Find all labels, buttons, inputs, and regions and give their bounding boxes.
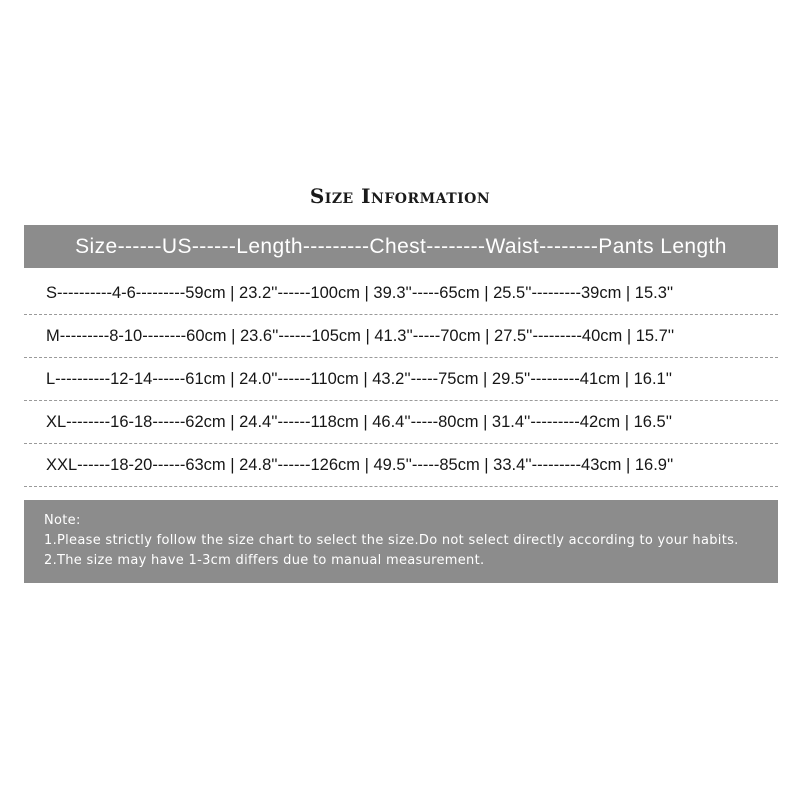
size-table-header [24,225,778,268]
size-row-xxl: XXL------18-20------63cm | 24.8''------126cm | 49.5''-----85cm | 33.4''---------43cm | 16.9'' [46,455,674,474]
note-box [24,500,778,583]
size-table-body [24,272,778,487]
table-row [24,272,778,315]
table-row [24,444,778,487]
size-row-s: S----------4-6---------59cm | 23.2''------100cm | 39.3''-----65cm | 25.5''---------39cm | 15.3'' [46,283,674,302]
page-title: Size Information [309,184,491,208]
table-row [24,358,778,401]
table-row [24,315,778,358]
table-row [24,401,778,444]
size-table-header-text: Size------US------Length---------Chest--------Waist--------Pants Length [75,234,727,258]
size-row-l: L----------12-14------61cm | 24.0''------110cm | 43.2''-----75cm | 29.5''---------41cm | 16.1'' [46,369,673,388]
size-row-xl: XL--------16-18------62cm | 24.4''------118cm | 46.4''-----80cm | 31.4''---------42cm | 16.5'' [46,412,673,431]
note-line-1: 1.Please strictly follow the size chart to select the size.Do not select directly according to your habits. [44,533,739,548]
note-label: Note: [44,513,81,528]
size-row-m: M---------8-10--------60cm | 23.6''------105cm | 41.3''-----70cm | 27.5''---------40cm | 15.7'' [46,326,675,345]
note-line-2: 2.The size may have 1-3cm differs due to manual measurement. [44,553,485,568]
